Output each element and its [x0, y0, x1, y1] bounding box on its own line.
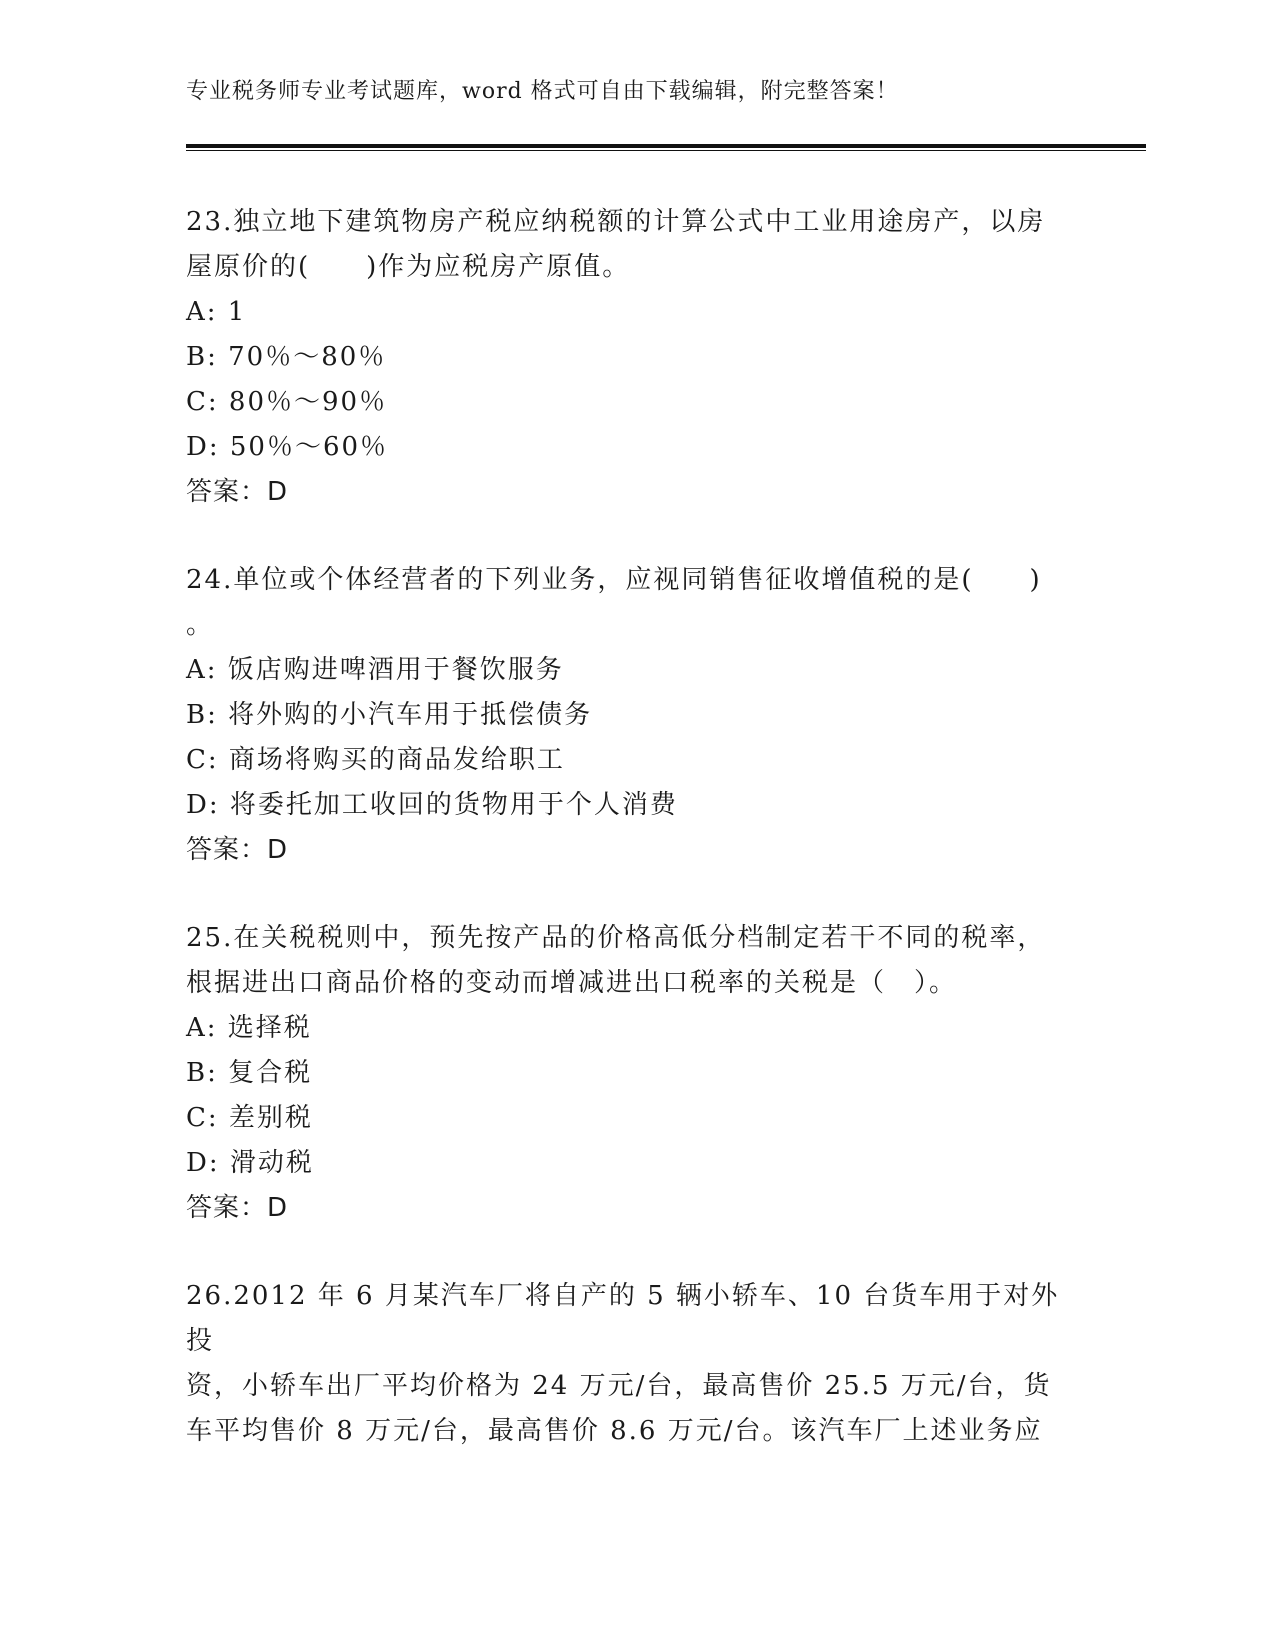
header-divider-thin [186, 150, 1146, 151]
option-d: D: 滑动税 [186, 1148, 314, 1178]
question-25 [186, 916, 1066, 1231]
option-b: B: 将外购的小汽车用于抵偿债务 [186, 700, 593, 730]
option-c: C: 80％～90％ [186, 387, 388, 417]
question-23 [186, 200, 1066, 515]
option-c: C: 商场将购买的商品发给职工 [186, 745, 565, 775]
question-stem-line: 根据进出口商品价格的变动而增减进出口税率的关税是（ ）。 [186, 968, 958, 998]
answer-label: 答案：D [186, 1193, 289, 1223]
option-d: D: 50％～60％ [186, 432, 389, 462]
question-stem-line: 24.单位或个体经营者的下列业务，应视同销售征收增值税的是( ) [186, 565, 1042, 595]
question-stem-line: 。 [186, 610, 215, 640]
question-stem-line: 25.在关税税则中，预先按产品的价格高低分档制定若干不同的税率， [186, 923, 1046, 953]
question-list [186, 200, 1066, 1497]
option-b: B: 复合税 [186, 1058, 313, 1088]
option-a: A: 1 [186, 297, 247, 327]
question-stem-line: 26.2012 年 6 月某汽车厂将自产的 5 辆小轿车、10 台货车用于对外投 [186, 1281, 1060, 1356]
question-stem-line: 资，小轿车出厂平均价格为 24 万元/台，最高售价 25.5 万元/台，货 [186, 1371, 1052, 1401]
question-stem-line: 屋原价的( )作为应税房产原值。 [186, 252, 631, 282]
answer-label: 答案：D [186, 835, 289, 865]
answer-label: 答案：D [186, 477, 289, 507]
page-header: 专业税务师专业考试题库，word 格式可自由下载编辑，附完整答案！ [186, 79, 899, 104]
option-a: A: 饭店购进啤酒用于餐饮服务 [186, 655, 564, 685]
option-c: C: 差别税 [186, 1103, 313, 1133]
question-stem-line: 23.独立地下建筑物房产税应纳税额的计算公式中工业用途房产，以房 [186, 207, 1046, 237]
option-b: B: 70％～80％ [186, 342, 387, 372]
question-stem-line: 车平均售价 8 万元/台，最高售价 8.6 万元/台。该汽车厂上述业务应 [186, 1416, 1043, 1446]
question-26 [186, 1274, 1066, 1454]
option-d: D: 将委托加工收回的货物用于个人消费 [186, 790, 678, 820]
header-divider-thick [186, 144, 1146, 148]
option-a: A: 选择税 [186, 1013, 312, 1043]
question-24 [186, 558, 1066, 873]
